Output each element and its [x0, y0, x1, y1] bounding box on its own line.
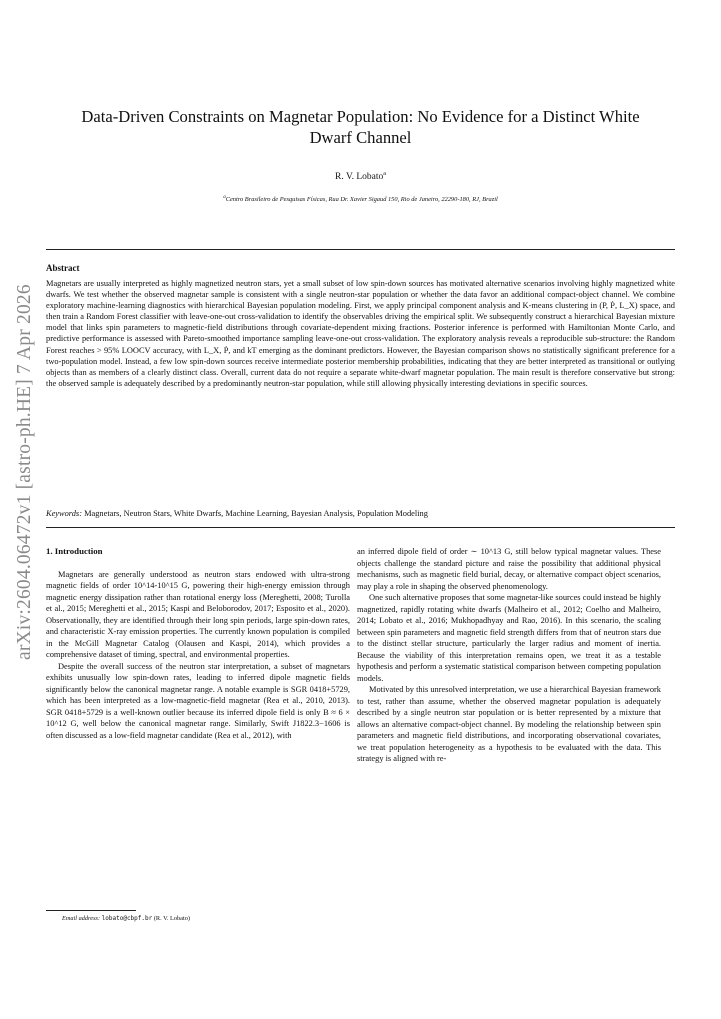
footnote-email[interactable]: lobato@cbpf.br	[101, 915, 153, 922]
affiliation-line	[0, 195, 721, 203]
author-affil-mark: a	[383, 171, 386, 177]
bottom-rule	[46, 527, 675, 528]
footnote-rule	[46, 910, 136, 911]
footnote-name: (R. V. Lobato)	[153, 915, 190, 922]
right-paragraph-2: One such alternative proposes that some magnetar-like sources could instead be highly magnetized, rapidly rotating white dwarfs (Malheiro et al., 2012; Coelho and Malheiro, 2014; Lobato et al., 2016; Mukhopadhyay and Rao, 2016). In this scenario, the scaling between spin parameters and magnetic field strength differs from that of neutron stars due to the distinct stellar structure, particularly the larger radius and moment of inertia. Because the viability of this interpretation remains open, we treat it as a testable hypothesis and perform a systematic statistical comparison between competing population models.	[357, 593, 661, 683]
author-line	[0, 171, 721, 182]
paper-title: Data-Driven Constraints on Magnetar Population: No Evidence for a Distinct White Dwarf Channel	[81, 107, 640, 147]
affiliation: Centro Brasileiro de Pesquisas Físicas, Rua Dr. Xavier Sigaud 150, Rio de Janeiro, 22290-180, RJ, Brazil	[225, 196, 498, 204]
top-rule	[46, 249, 675, 250]
left-column	[46, 546, 350, 741]
right-paragraph-3: Motivated by this unresolved interpretation, we use a hierarchical Bayesian framework to test, rather than assume, whether the observed magnetar population is adequately described by a single neutron star population or is better represented by a mixture that allows an alternative compact-object channel. By modeling the relationship between spin parameters and magnetic field distributions, and incorporating observational covariates, we treat population heterogeneity as a hypothesis to be evaluated with the data. This strategy is aligned with re-	[357, 685, 661, 763]
abstract-text: Magnetars are usually interpreted as highly magnetized neutron stars, yet a small subset of low spin-down sources has motivated alternative scenarios involving highly magnetized white dwarfs. We test whether the observed magnetar sample is consistent with a single neutron-star population or whether the data favor an additional compact-object channel. We combine exploratory machine-learning diagnostics with hierarchical Bayesian population modeling. First, we apply principal component analysis and K-means clustering in (P, Ṗ, L_X) space, and then train a Random Forest classifier with leave-one-out cross-validation to identify the observables driving the empirical split. We subsequently construct a hierarchical Bayesian mixture model that links spin parameters to magnetic-field distributions through covariate-dependent mixing fractions. Posterior inference is performed with Hamiltonian Monte Carlo, and predictive performance is assessed with Pareto-smoothed importance sampling leave-one-out cross-validation. The exploratory analysis reveals a reproducible sub-structure: the Random Forest reaches > 95% LOOCV accuracy, with L_X, Ṗ, and kT emerging as the dominant predictors. However, the Bayesian comparison shows no statistically significant preference for a two-population model. Instead, a few low spin-down sources receive intermediate posterior membership probabilities, indicating that they are better interpreted as transitional or outlying objects than as members of a clearly distinct class. Overall, current data do not require a separate white-dwarf magnetar population. The main result is therefore conservative but strong: the observed sample is adequately described by a predominantly neutron-star population, while still allowing physically interesting deviations in specific sources.	[46, 279, 675, 388]
right-column	[357, 546, 661, 765]
arxiv-stamp: arXiv:2604.06472v1 [astro-ph.HE] 7 Apr 2026	[14, 284, 35, 660]
left-paragraph-1: Magnetars are generally understood as neutron stars endowed with ultra-strong magnetic fields of order 10^14-10^15 G, powering their high-energy emission through magnetic energy dissipation rather than rotational energy loss (Mereghetti, 2008; Turolla et al., 2015; Mereghetti et al., 2015; Kaspi and Beloborodov, 2017; Esposito et al., 2020). Observationally, they are identified through their long spin periods, large spin-down rates, and characteristic X-ray emission properties. The currently known population is compiled in the McGill Magnetar Catalog (Olausen and Kaspi, 2014), which provides a comprehensive dataset of timing, spectral, and environmental properties.	[46, 569, 350, 659]
keywords-text: Magnetars, Neutron Stars, White Dwarfs, Machine Learning, Bayesian Analysis, Population Modeling	[84, 509, 428, 518]
affiliation-mark: a	[223, 195, 226, 200]
keywords-label: Keywords:	[46, 509, 82, 518]
left-paragraph-2: Despite the overall success of the neutron star interpretation, a subset of magnetars exhibits unusually low spin-down rates, leading to inferred dipole magnetic fields significantly below the canonical magnetar range. A notable example is SGR 0418+5729, which has been interpreted as a low-magnetic-field magnetar (Rea et al., 2010, 2013). SGR 0418+5729 is a well-known outlier because its inferred dipole field is only B ≈ 6 × 10^12 G, well below the canonical magnetar range. Similarly, Swift J1822.3−1606 is often discussed as a low-field magnetar candidate (Rea et al., 2012), with	[46, 661, 350, 740]
footnote-label: Email address:	[62, 915, 101, 922]
keywords-line	[46, 508, 675, 519]
author-name: R. V. Lobato	[335, 172, 384, 183]
section-heading: 1. Introduction	[46, 546, 103, 556]
right-paragraph-1: an inferred dipole field of order ∼ 10^13 G, still below typical magnetar values. These objects challenge the standard picture and raise the possibility that additional physical mechanisms, such as magnetic field burial, decay, or alternative compact object scenarios, may play a role in shaping the observed phenomenology.	[357, 547, 661, 591]
footnote	[62, 915, 190, 922]
abstract-heading: Abstract	[46, 263, 80, 273]
